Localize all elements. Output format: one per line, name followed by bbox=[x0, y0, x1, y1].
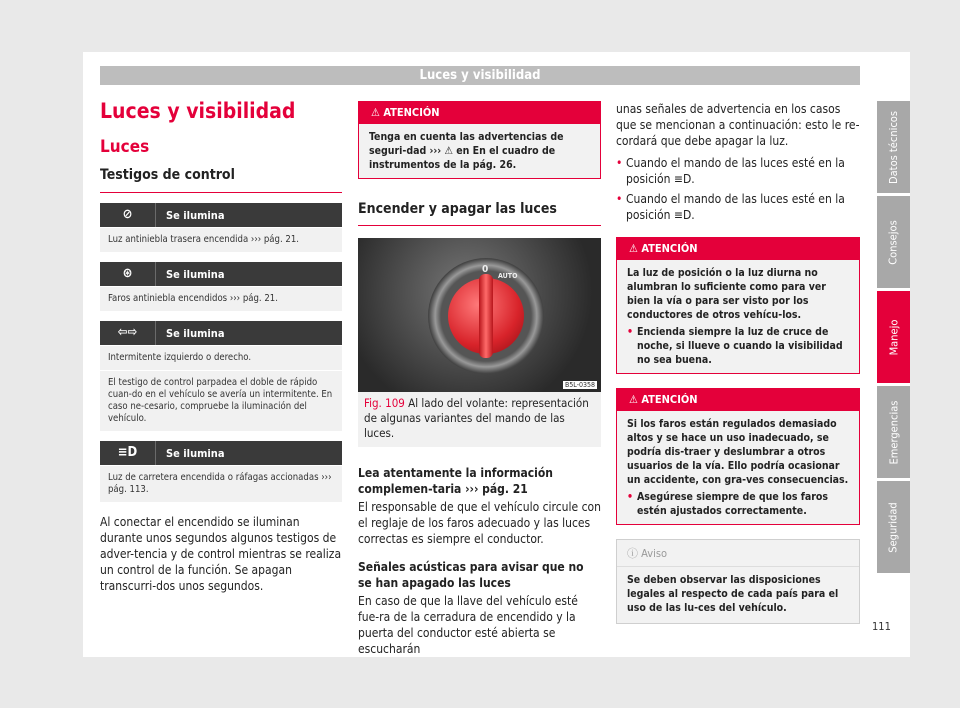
figure-number: Fig. 109 bbox=[364, 396, 405, 410]
warning-text: La luz de posición o la luz diurna no alumbran lo suficiente como para ver bien la vía o para ser visto por los conductores de otros vehícu-los. bbox=[627, 267, 826, 321]
tab-manejo[interactable]: Manejo bbox=[877, 291, 910, 383]
lamp-label: Se ilumina bbox=[166, 208, 225, 222]
info-icon: ⓘ bbox=[627, 547, 642, 560]
tab-datos-tecnicos[interactable]: Datos técnicos bbox=[877, 101, 910, 193]
warning-title: ATENCIÓN bbox=[641, 242, 698, 255]
turn-signal-icon: ⇦⇨ bbox=[100, 321, 156, 345]
lamp-row: Luz antiniebla trasera encendida ››› pág. 21. bbox=[100, 227, 342, 252]
warning-text: Tenga en cuenta las advertencias de seguri-dad ››› ⚠ en En el cuadro de instrumentos de la pág. 26. bbox=[369, 131, 564, 171]
image-code: B5L-0358 bbox=[564, 381, 595, 389]
tab-consejos[interactable]: Consejos bbox=[877, 196, 910, 288]
column-right bbox=[616, 101, 860, 624]
switch-label-zero: 0 bbox=[482, 264, 489, 275]
warning-box bbox=[616, 237, 860, 374]
lead-text: Lea atentamente la información complemen-taria ››› pág. 21 bbox=[358, 466, 553, 496]
section-title: Luces bbox=[100, 137, 150, 157]
high-beam-icon: ≡D bbox=[100, 441, 156, 465]
warning-body bbox=[617, 260, 859, 373]
lamp-label: Se ilumina bbox=[166, 446, 225, 460]
lamp-table-front-fog bbox=[100, 262, 342, 311]
list-item: • Cuando el mando de las luces esté en la posición ≡D. bbox=[616, 155, 860, 187]
lamp-table-high-beam bbox=[100, 441, 342, 502]
lamp-row: Intermitente izquierdo o derecho. bbox=[100, 345, 342, 370]
warning-bullets bbox=[627, 490, 849, 518]
chapter-tabs bbox=[877, 101, 910, 576]
warning-body bbox=[617, 411, 859, 524]
light-switch-photo bbox=[358, 238, 601, 392]
note-title: Aviso bbox=[641, 547, 668, 560]
rear-fog-icon: ⊘ bbox=[100, 203, 156, 227]
bullet-list bbox=[616, 155, 860, 223]
warning-bullets bbox=[627, 325, 849, 367]
running-header: Luces y visibilidad bbox=[100, 66, 860, 85]
warning-triangle-icon: ⚠ bbox=[629, 242, 642, 255]
lamp-row: El testigo de control parpadea el doble de rápido cuan-do en el vehículo se avería un intermitente. En caso ne-cesario, compruebe la iluminación del vehículo. bbox=[100, 370, 342, 431]
note-text: Se deben observar las disposiciones legales al respecto de cada país para el uso de las lu-ces del vehículo. bbox=[627, 574, 839, 614]
switch-label-auto: AUTO bbox=[498, 272, 518, 280]
warning-box bbox=[358, 101, 601, 179]
page-number: 111 bbox=[872, 620, 891, 633]
column-left bbox=[100, 98, 342, 594]
lamp-row: Faros antiniebla encendidos ››› pág. 21. bbox=[100, 286, 342, 311]
lamp-table-rear-fog bbox=[100, 203, 342, 252]
list-item: • Cuando el mando de las luces esté en la posición ≡D. bbox=[616, 191, 860, 223]
subsection-title: Testigos de control bbox=[100, 166, 342, 193]
figure-text: Al lado del volante: representación de algunas variantes del mando de las luces. bbox=[364, 396, 589, 440]
lamp-label: Se ilumina bbox=[166, 326, 225, 340]
warning-box bbox=[616, 388, 860, 525]
body-paragraph: El responsable de que el vehículo circule con el reglaje de los faros adecuado y las luces correctas es siempre el conductor. bbox=[358, 500, 601, 546]
column-middle bbox=[358, 101, 601, 657]
body-paragraph: Al conectar el encendido se iluminan durante unos segundos algunos testigos de adver-tencia y de control mientras se realiza un control de la función. Se apagan transcurri-dos unos segundos. bbox=[100, 515, 342, 593]
list-item: • Encienda siempre la luz de cruce de noche, si llueve o cuando la visibilidad no sea buena. bbox=[627, 325, 849, 367]
note-box bbox=[616, 539, 860, 624]
warning-title: ATENCIÓN bbox=[383, 106, 440, 119]
warning-triangle-icon: ⚠ bbox=[629, 393, 642, 406]
tab-emergencias[interactable]: Emergencias bbox=[877, 386, 910, 478]
warning-triangle-icon: ⚠ bbox=[371, 106, 384, 119]
lamp-table-turn-signal bbox=[100, 321, 342, 431]
tab-seguridad[interactable]: Seguridad bbox=[877, 481, 910, 573]
chapter-title: Luces y visibilidad bbox=[100, 99, 296, 123]
body-paragraph: En caso de que la llave del vehículo esté fue-ra de la cerradura de encendido y la puerta del conductor esté abierta se escucharán bbox=[358, 594, 578, 656]
warning-title: ATENCIÓN bbox=[641, 393, 698, 406]
warning-text: Si los faros están regulados demasiado altos y se hace un uso inadecuado, se podría dis-traer y deslumbrar a otros usuarios de la vía. Ello podría ocasionar un accidente, con gra-ves consecuencias. bbox=[627, 418, 849, 486]
knob-grip bbox=[479, 274, 493, 358]
subheading: Señales acústicas para avisar que no se han apagado las luces bbox=[358, 560, 584, 590]
body-paragraph: unas señales de advertencia en los casos que se mencionan a continuación: esto le re-cordará que debe apagar la luz. bbox=[616, 102, 860, 148]
list-item: • Asegúrese siempre de que los faros estén ajustados correctamente. bbox=[627, 490, 849, 518]
front-fog-icon: ⊛ bbox=[100, 262, 156, 286]
figure-caption bbox=[358, 392, 601, 447]
section-heading: Encender y apagar las luces bbox=[358, 201, 601, 226]
lamp-label: Se ilumina bbox=[166, 267, 225, 281]
lamp-row: Luz de carretera encendida o ráfagas accionadas ››› pág. 113. bbox=[100, 465, 342, 502]
